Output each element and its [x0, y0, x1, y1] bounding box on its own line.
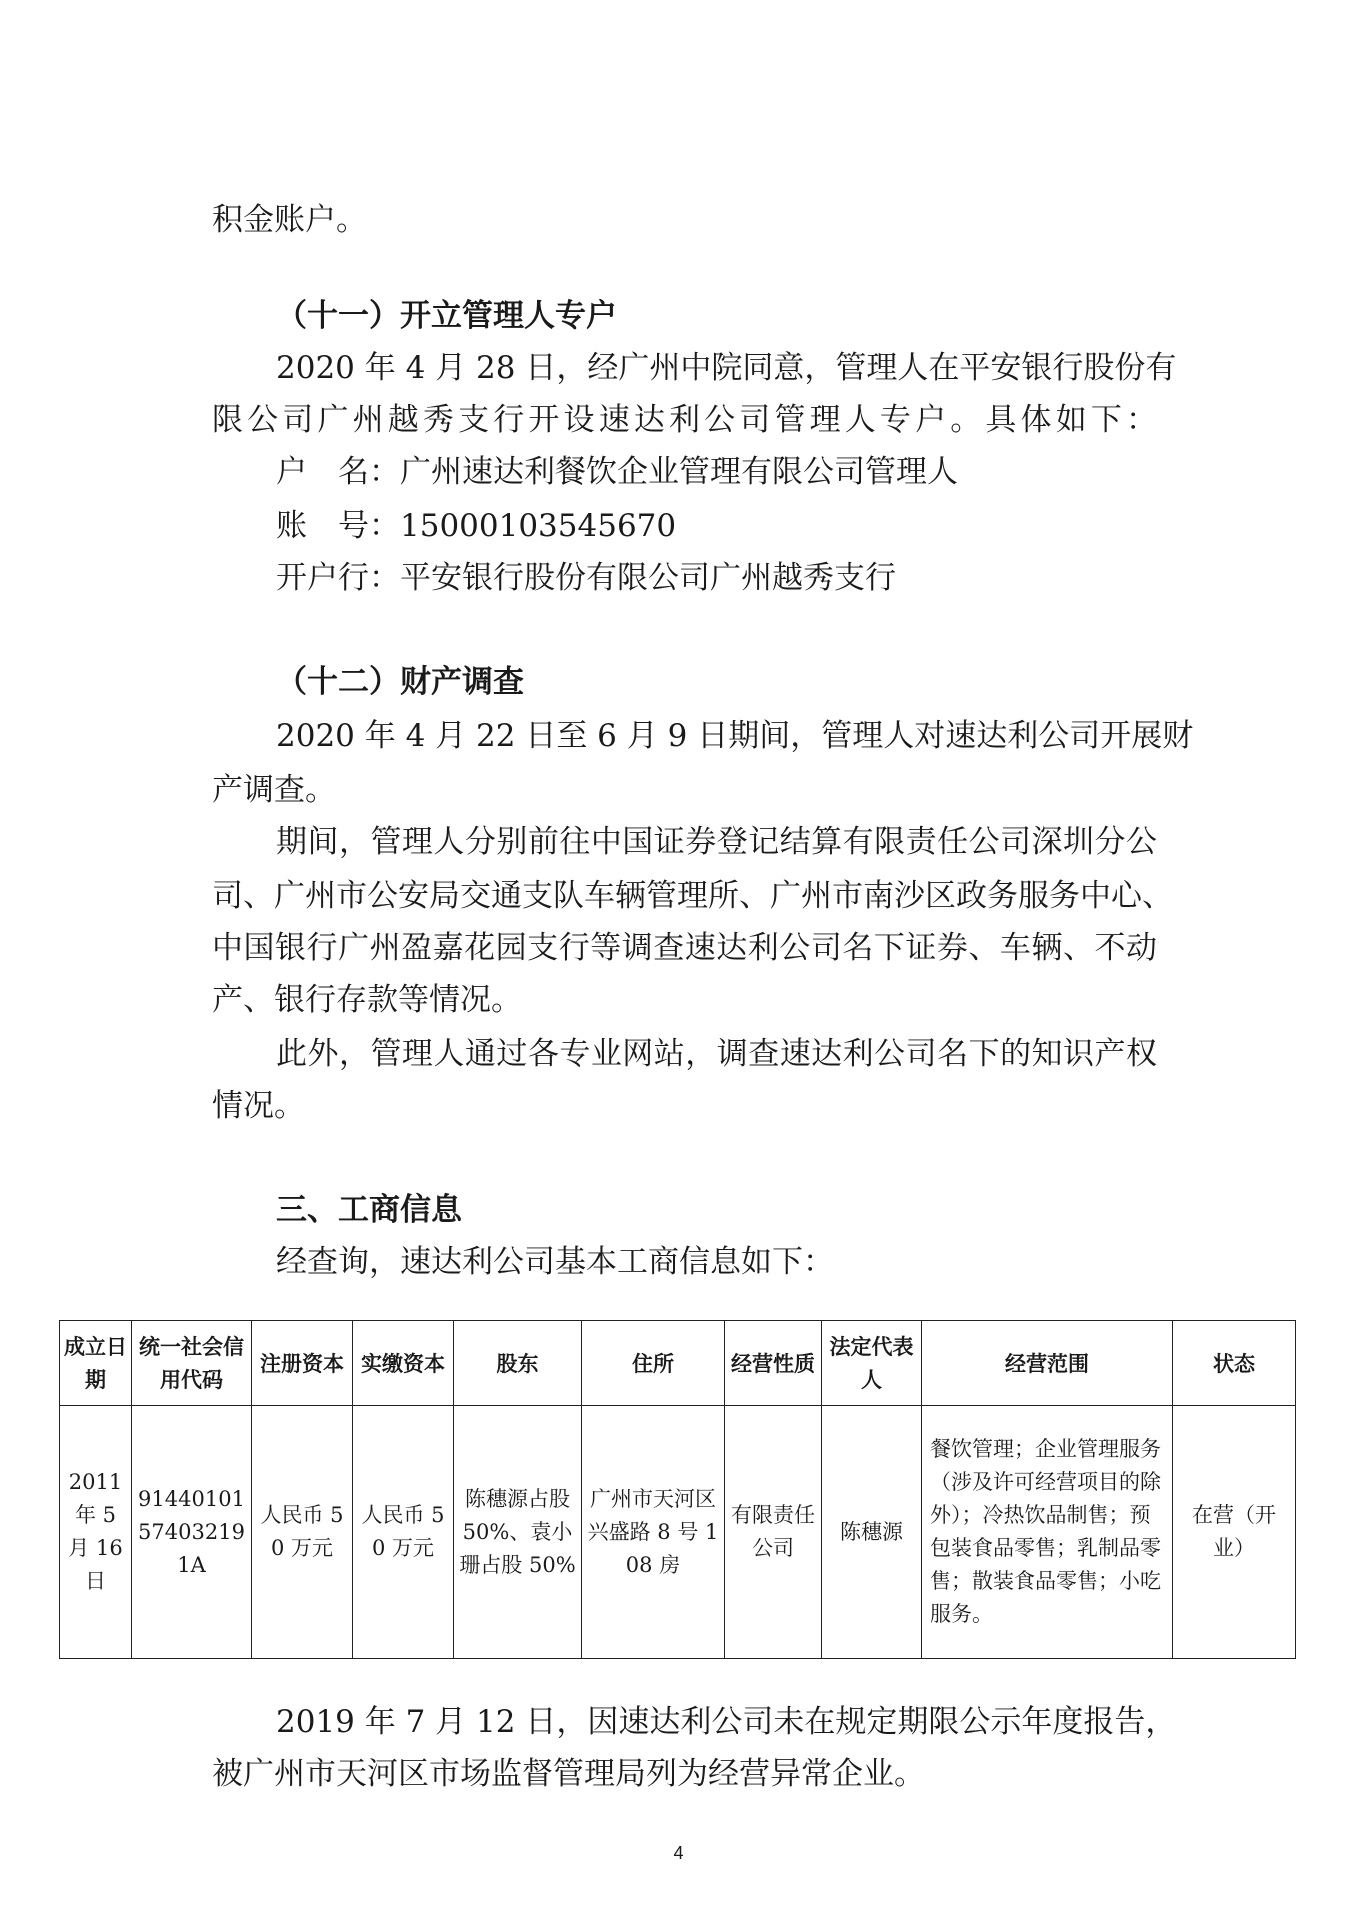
table-cell: 有限责任公司 — [725, 1406, 822, 1659]
account-name-value: 广州速达利餐饮企业管理有限公司管理人 — [400, 454, 958, 490]
table-header-cell: 成立日期 — [60, 1321, 132, 1406]
paragraph-line: 期间，管理人分别前往中国证券登记结算有限责任公司深圳分公 — [276, 824, 1157, 860]
table-header-cell: 实缴资本 — [353, 1321, 454, 1406]
table-cell: 陈穗源 — [822, 1406, 922, 1659]
table-header-cell: 状态 — [1173, 1321, 1296, 1406]
business-info-table — [59, 1320, 1296, 1659]
paragraph-line: 被广州市天河区市场监督管理局列为经营异常企业。 — [212, 1756, 925, 1792]
table-header-cell: 住所 — [582, 1321, 725, 1406]
table-cell: 广州市天河区兴盛路 8 号 108 房 — [582, 1406, 725, 1659]
table-header-cell: 经营范围 — [922, 1321, 1173, 1406]
paragraph-line: 经查询，速达利公司基本工商信息如下： — [276, 1244, 834, 1280]
section-heading-12: （十二）财产调查 — [276, 664, 524, 700]
table-header-cell: 股东 — [454, 1321, 582, 1406]
table-header-cell: 经营性质 — [725, 1321, 822, 1406]
account-number-row — [276, 506, 1157, 546]
table-cell: 人民币 50 万元 — [252, 1406, 353, 1659]
table-header-row — [60, 1321, 1296, 1406]
paragraph-line: 此外，管理人通过各专业网站，调查速达利公司名下的知识产权 — [276, 1036, 1157, 1072]
paragraph-line: 司、广州市公安局交通支队车辆管理所、广州市南沙区政务服务中心、 — [212, 878, 1173, 914]
paragraph-line: 积金账户。 — [212, 202, 367, 238]
bank-value: 平安银行股份有限公司广州越秀支行 — [400, 560, 896, 596]
section-heading-11: （十一）开立管理人专户 — [276, 298, 617, 334]
bank-label: 开户行： — [276, 560, 400, 596]
paragraph-line: 产调查。 — [212, 772, 336, 808]
account-name-label: 户 名： — [276, 454, 400, 490]
table-row — [60, 1406, 1296, 1659]
paragraph-line: 2020 年 4 月 28 日，经广州中院同意，管理人在平安银行股份有 — [276, 350, 1177, 386]
table-header-cell: 统一社会信用代码 — [132, 1321, 252, 1406]
paragraph-line: 产、银行存款等情况。 — [212, 982, 522, 1018]
table-header-cell: 法定代表人 — [822, 1321, 922, 1406]
paragraph-line: 情况。 — [212, 1088, 305, 1124]
account-number-value: 15000103545670 — [400, 508, 677, 544]
paragraph-line: 2020 年 4 月 22 日至 6 月 9 日期间，管理人对速达利公司开展财 — [276, 718, 1194, 754]
table-cell: 人民币 50 万元 — [353, 1406, 454, 1659]
table-cell: 陈穗源占股 50%、袁小珊占股 50% — [454, 1406, 582, 1659]
table-cell: 在营（开业） — [1173, 1406, 1296, 1659]
table-cell: 2011 年 5 月 16 日 — [60, 1406, 132, 1659]
paragraph-line: 中国银行广州盈嘉花园支行等调查速达利公司名下证券、车辆、不动 — [212, 930, 1157, 966]
paragraph-line: 2019 年 7 月 12 日，因速达利公司未在规定期限公示年度报告， — [276, 1704, 1177, 1740]
table-header-cell: 注册资本 — [252, 1321, 353, 1406]
account-name-row — [276, 452, 1157, 492]
page-number: 4 — [673, 1843, 684, 1863]
table-cell-business-scope: 餐饮管理；企业管理服务（涉及许可经营项目的除外）；冷热饮品制售；预包装食品零售；乳制品零售；散装食品零售；小吃服务。 — [922, 1406, 1173, 1659]
table-cell: 91440101574032191A — [132, 1406, 252, 1659]
paragraph-line: 限公司广州越秀支行开设速达利公司管理人专户。具体如下： — [212, 402, 1157, 438]
account-number-label: 账 号： — [276, 508, 400, 544]
section-heading-3: 三、工商信息 — [276, 1192, 462, 1228]
bank-row — [276, 558, 1157, 598]
